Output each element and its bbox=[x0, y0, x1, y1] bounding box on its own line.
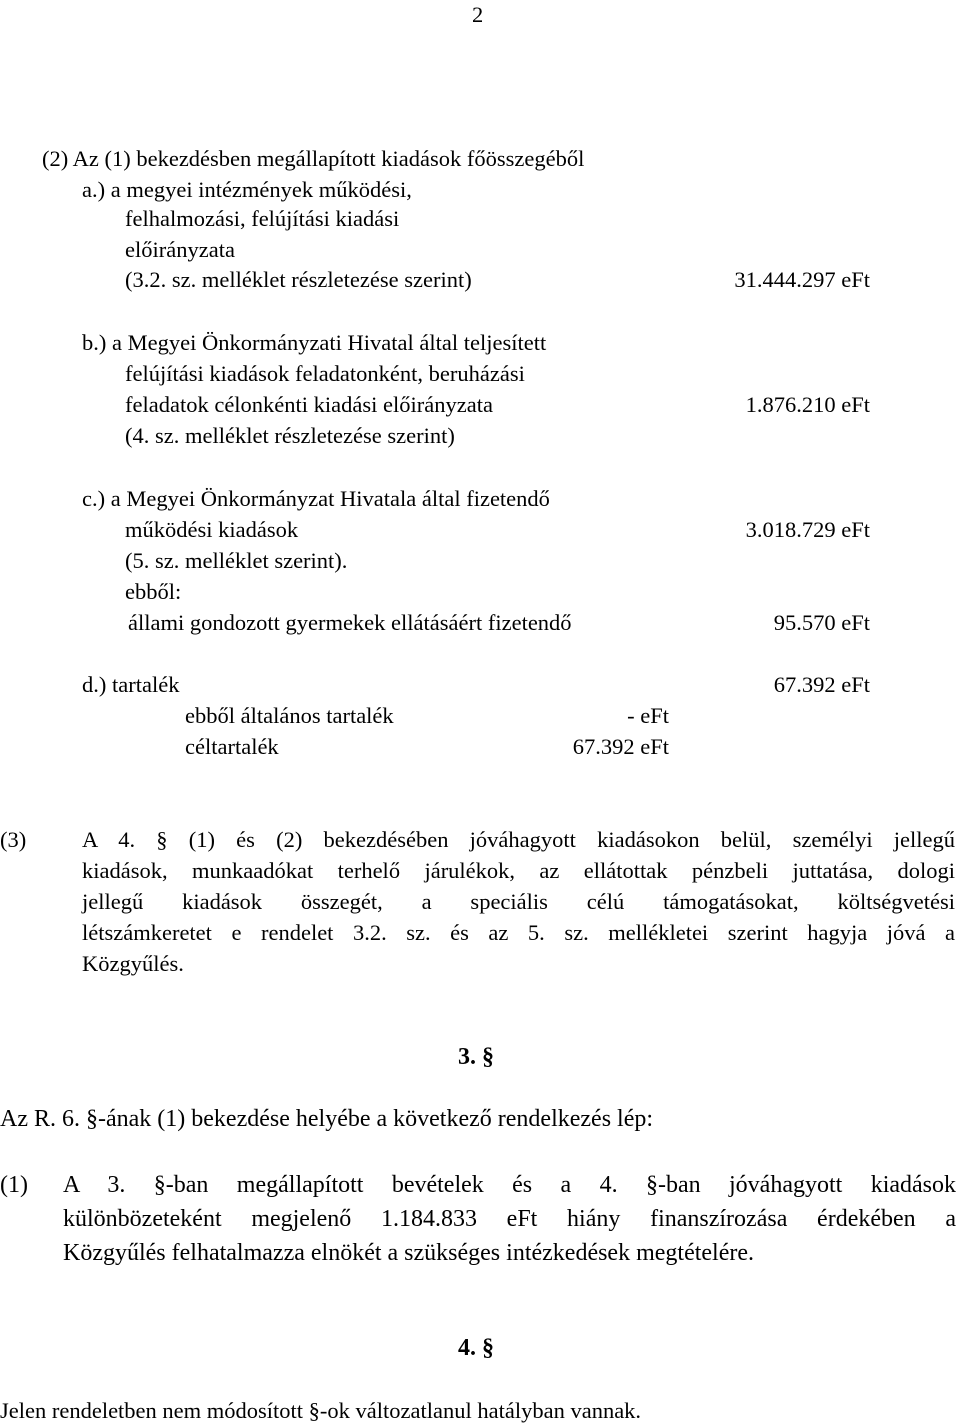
section2-intro: (2) Az (1) bekezdésben megállapított kiadások főösszegéből bbox=[42, 146, 585, 171]
section3-line1: A 4. § (1) és (2) bekezdésében jóváhagyott kiadásokon belül, személyi jellegű bbox=[82, 827, 955, 852]
item-b-amount: 1.876.210 eFt bbox=[745, 392, 870, 417]
item-c-line3: (5. sz. melléklet szerint). bbox=[125, 548, 348, 573]
item-a-line2: felhalmozási, felújítási kiadási bbox=[125, 206, 400, 231]
section3-line3: jellegű kiadások összegét, a speciális célú támogatásokat, költségvetési bbox=[82, 889, 955, 914]
section3-line5: Közgyűlés. bbox=[82, 951, 184, 976]
item-c-line2: működési kiadások bbox=[125, 517, 299, 542]
amend-line1: A 3. §-ban megállapított bevételek és a 4. §-ban jóváhagyott kiadások bbox=[63, 1172, 956, 1198]
item-b-line4: (4. sz. melléklet részletezése szerint) bbox=[125, 423, 455, 448]
item-c-line4: ebből: bbox=[125, 579, 182, 604]
section3-number: (3) bbox=[0, 827, 27, 852]
amend-line3: Közgyűlés felhatalmazza elnökét a szükséges intézkedések megtételére. bbox=[63, 1240, 755, 1266]
item-d-sub2-label: céltartalék bbox=[185, 734, 279, 759]
amend-line2: különbözeteként megjelenő 1.184.833 eFt hiány finanszírozása érdekében a bbox=[63, 1206, 956, 1232]
item-b-line1: b.) a Megyei Önkormányzati Hivatal által teljesített bbox=[82, 330, 547, 355]
heading-4: 4. § bbox=[458, 1335, 494, 1361]
item-b-line2: felújítási kiadások feladatonként, beruházási bbox=[125, 361, 525, 386]
item-c-line1: c.) a Megyei Önkormányzat Hivatala által fizetendő bbox=[82, 486, 550, 511]
item-c-line5: állami gondozott gyermekek ellátásáért fizetendő bbox=[128, 610, 572, 635]
item-d-sub2-amount: 67.392 eFt bbox=[572, 734, 669, 759]
item-a-line3: előirányzata bbox=[125, 237, 235, 262]
item-c-sub-amount: 95.570 eFt bbox=[773, 610, 870, 635]
closing-text: Jelen rendeletben nem módosított §-ok változatlanul hatályban vannak. bbox=[0, 1398, 642, 1423]
item-a-line4: (3.2. sz. melléklet részletezése szerint) bbox=[125, 267, 472, 292]
item-d-line1: d.) tartalék bbox=[82, 672, 180, 697]
item-a-line1: a.) a megyei intézmények működési, bbox=[82, 177, 412, 202]
item-a-amount: 31.444.297 eFt bbox=[734, 267, 870, 292]
amend-intro: Az R. 6. §-ának (1) bekezdése helyébe a következő rendelkezés lép: bbox=[0, 1106, 654, 1132]
section3-line4: létszámkeretet e rendelet 3.2. sz. és az 5. sz. mellékletei szerint hagyja jóvá a bbox=[82, 920, 955, 945]
page-number: 2 bbox=[472, 2, 484, 27]
heading-3: 3. § bbox=[458, 1044, 494, 1070]
item-d-sub1-amount: - eFt bbox=[627, 703, 669, 728]
item-d-amount: 67.392 eFt bbox=[773, 672, 870, 697]
item-d-sub1-label: ebből általános tartalék bbox=[185, 703, 394, 728]
item-b-line3: feladatok célonkénti kiadási előirányzata bbox=[125, 392, 493, 417]
section3-line2: kiadások, munkaadókat terhelő járulékok, az ellátottak pénzbeli juttatása, dologi bbox=[82, 858, 955, 883]
amend-number: (1) bbox=[0, 1172, 28, 1198]
item-c-amount: 3.018.729 eFt bbox=[745, 517, 870, 542]
